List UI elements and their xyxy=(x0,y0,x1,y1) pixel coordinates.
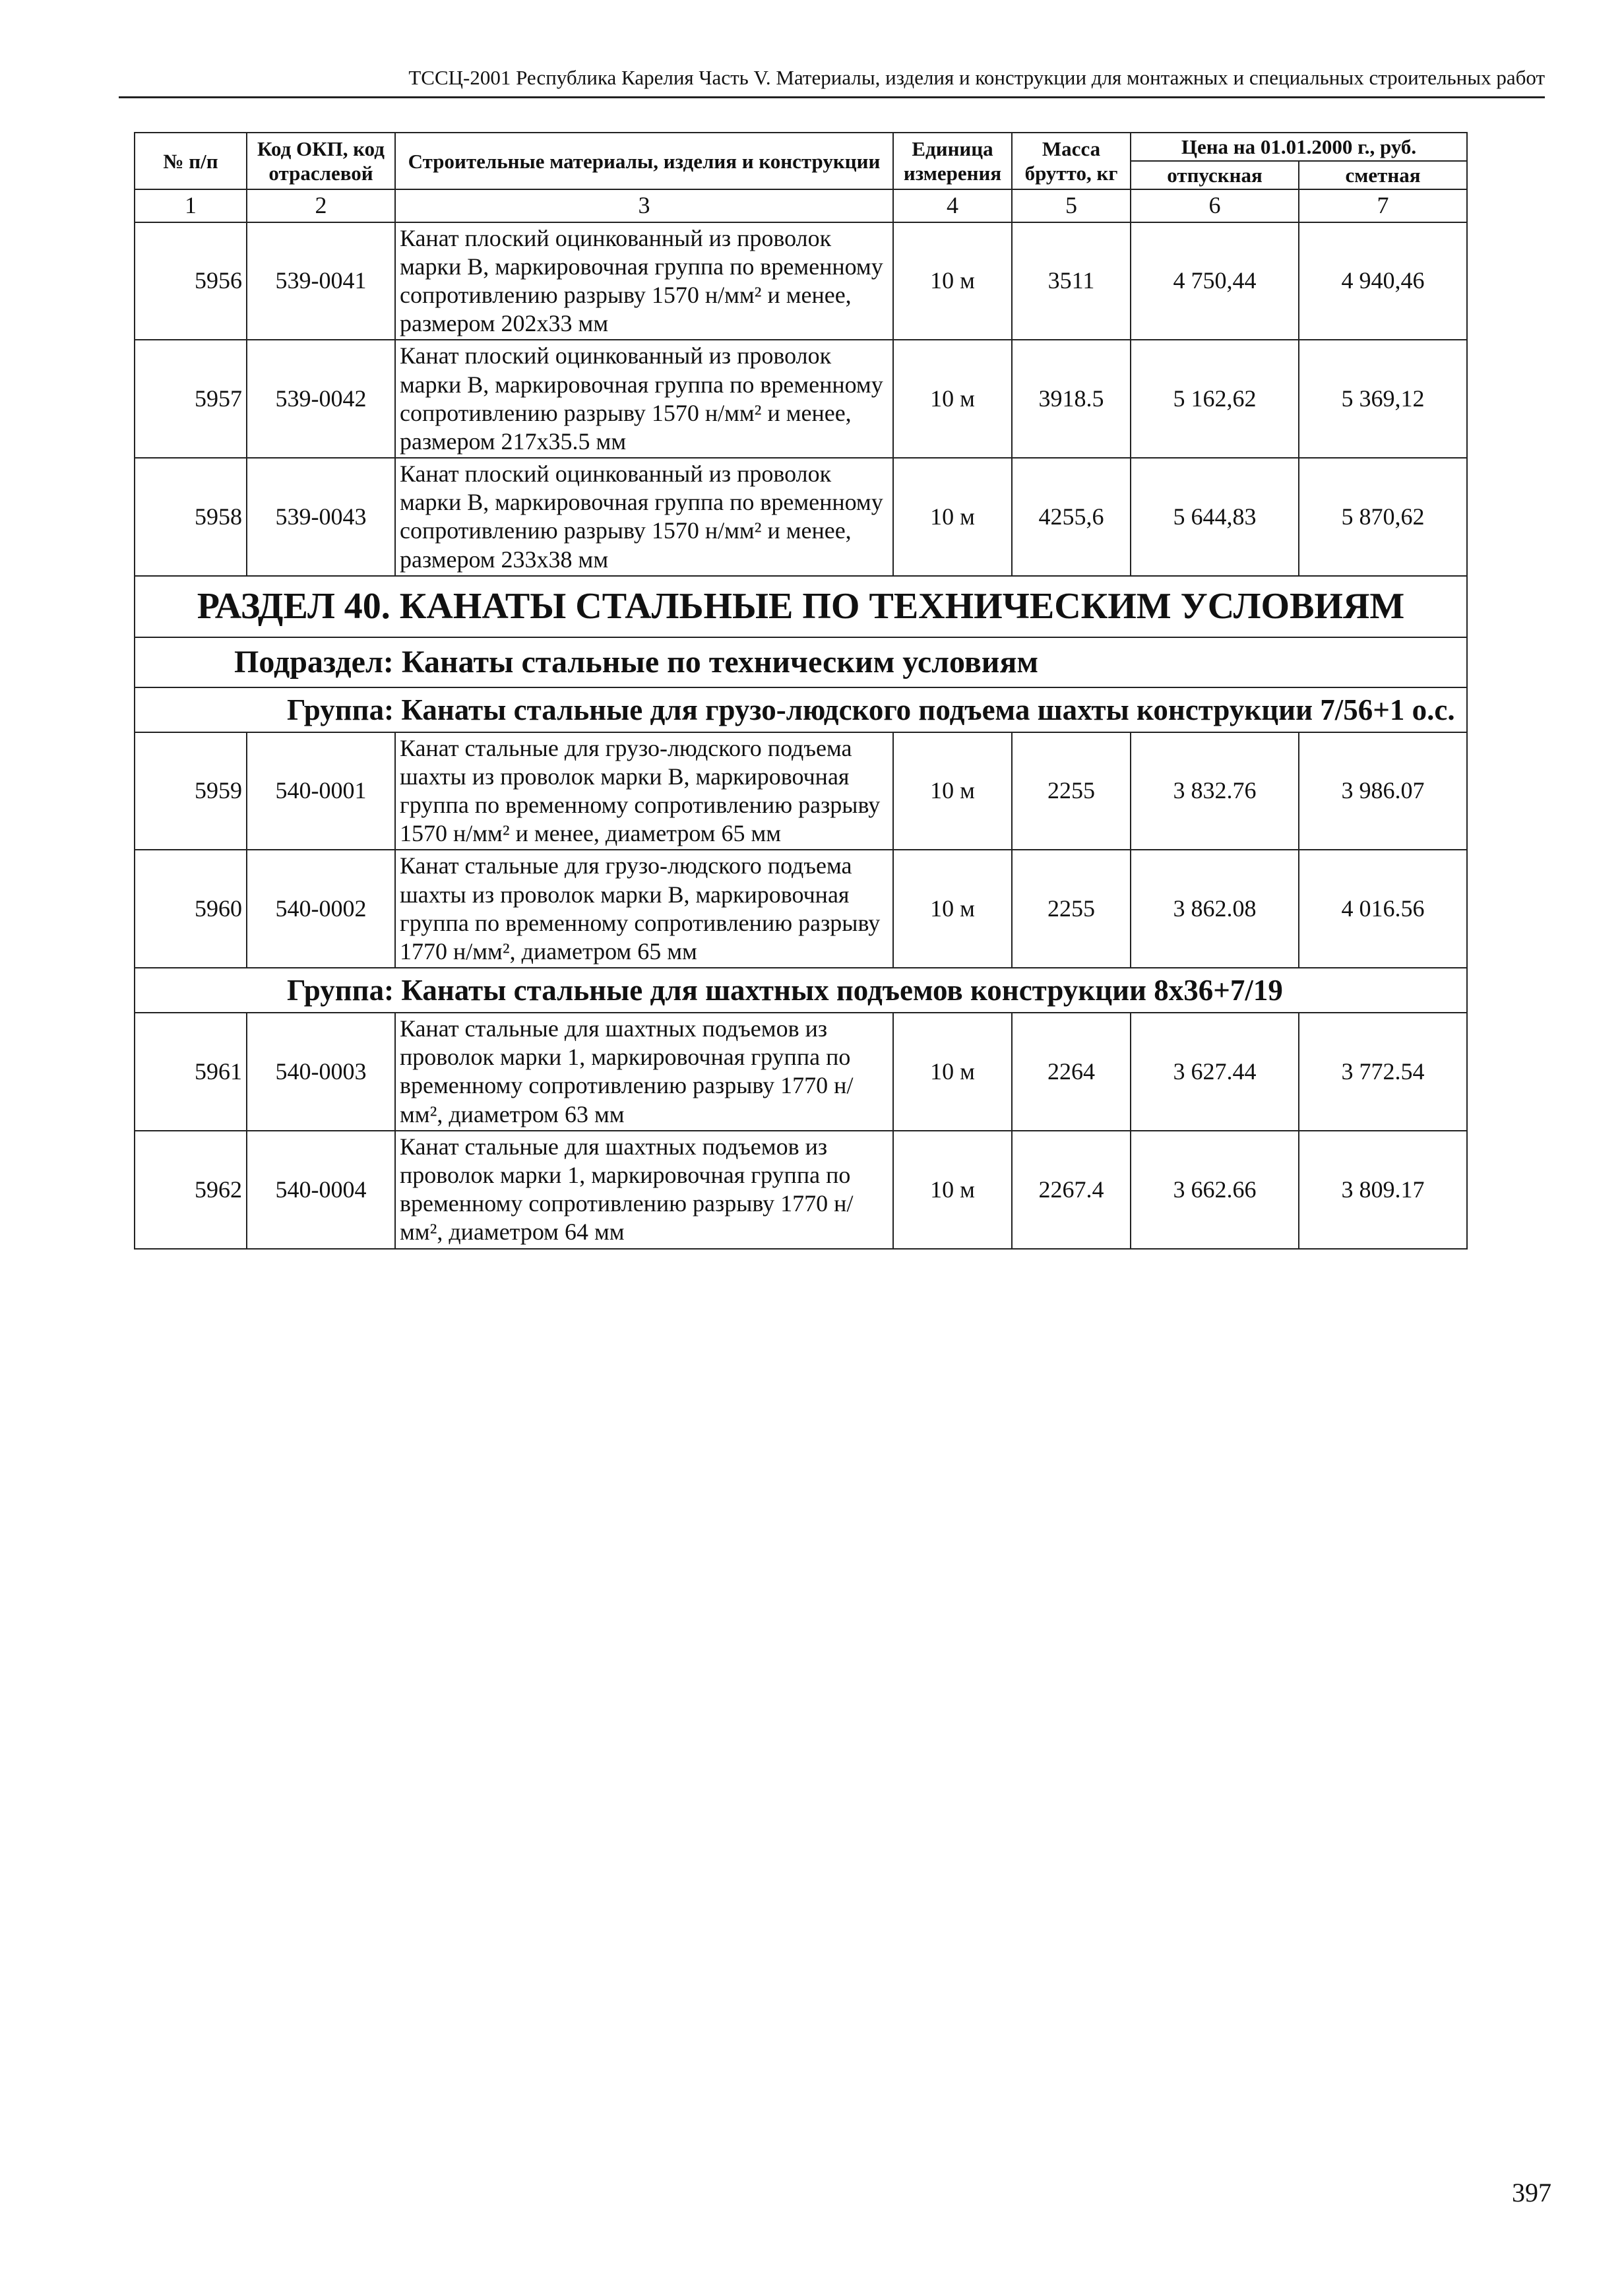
row-retail: 3 832.76 xyxy=(1131,732,1299,850)
table-row xyxy=(135,1131,1467,1249)
row-desc: Канат плоский оцинкованный из проволок марки В, маркировочная группа по временному сопротивлению разрыву 1570 н/мм² и менее, размером 233х38 мм xyxy=(395,458,893,576)
section-row xyxy=(135,576,1467,637)
row-unit: 10 м xyxy=(893,340,1012,458)
row-desc: Канат плоский оцинкованный из проволок марки В, маркировочная группа по временному сопротивлению разрыву 1570 н/мм² и менее, размером 217х35.5 мм xyxy=(395,340,893,458)
row-desc: Канат стальные для грузо-людского подъема шахты из проволок марки В, маркировочная группа по временному сопротивлению разрыву 1770 н/мм², диаметром 65 мм xyxy=(395,850,893,968)
row-num: 5959 xyxy=(135,732,247,850)
row-num: 5962 xyxy=(135,1131,247,1249)
price-table xyxy=(134,132,1468,1250)
group-row xyxy=(135,968,1467,1013)
row-mass: 2255 xyxy=(1012,732,1131,850)
row-num: 5961 xyxy=(135,1013,247,1131)
col-number: 1 xyxy=(135,189,247,222)
row-retail: 4 750,44 xyxy=(1131,222,1299,340)
header-mass: Масса брутто, кг xyxy=(1012,133,1131,189)
row-unit: 10 м xyxy=(893,850,1012,968)
row-unit: 10 м xyxy=(893,222,1012,340)
header-price: Цена на 01.01.2000 г., руб. xyxy=(1131,133,1467,161)
row-code: 540-0002 xyxy=(247,850,395,968)
row-estimate: 4 940,46 xyxy=(1299,222,1467,340)
row-desc: Канат стальные для шахтных подъемов из проволок марки 1, маркировочная группа по временному сопротивлению разрыву 1770 н/мм², диаметром 64 мм xyxy=(395,1131,893,1249)
row-unit: 10 м xyxy=(893,1013,1012,1131)
table-row xyxy=(135,458,1467,576)
col-number: 6 xyxy=(1131,189,1299,222)
row-desc: Канат плоский оцинкованный из проволок марки В, маркировочная группа по временному сопротивлению разрыву 1570 н/мм² и менее, размером 202х33 мм xyxy=(395,222,893,340)
column-numbers-row xyxy=(135,189,1467,222)
col-number: 3 xyxy=(395,189,893,222)
subsection-title: Подраздел: Канаты стальные по техническим условиям xyxy=(135,637,1467,687)
table-row xyxy=(135,222,1467,340)
group-title: Группа: Канаты стальные для грузо-людского подъема шахты конструкции 7/56+1 о.с. xyxy=(135,687,1467,732)
row-code: 539-0042 xyxy=(247,340,395,458)
row-unit: 10 м xyxy=(893,1131,1012,1249)
row-retail: 3 662.66 xyxy=(1131,1131,1299,1249)
row-retail: 5 644,83 xyxy=(1131,458,1299,576)
page-number: 397 xyxy=(1512,2178,1551,2207)
row-mass: 4255,6 xyxy=(1012,458,1131,576)
row-code: 540-0004 xyxy=(247,1131,395,1249)
row-retail: 3 627.44 xyxy=(1131,1013,1299,1131)
col-number: 2 xyxy=(247,189,395,222)
row-code: 539-0043 xyxy=(247,458,395,576)
row-desc: Канат стальные для грузо-людского подъема шахты из проволок марки В, маркировочная группа по временному сопротивлению разрыву 1570 н/мм² и менее, диаметром 65 мм xyxy=(395,732,893,850)
row-num: 5957 xyxy=(135,340,247,458)
row-estimate: 3 986.07 xyxy=(1299,732,1467,850)
row-mass: 2255 xyxy=(1012,850,1131,968)
row-desc: Канат стальные для шахтных подъемов из проволок марки 1, маркировочная группа по временному сопротивлению разрыву 1770 н/мм², диаметром 63 мм xyxy=(395,1013,893,1131)
table-row xyxy=(135,732,1467,850)
row-estimate: 4 016.56 xyxy=(1299,850,1467,968)
row-code: 540-0003 xyxy=(247,1013,395,1131)
row-retail: 5 162,62 xyxy=(1131,340,1299,458)
header-num: № п/п xyxy=(135,133,247,189)
row-num: 5958 xyxy=(135,458,247,576)
section-title: РАЗДЕЛ 40. КАНАТЫ СТАЛЬНЫЕ ПО ТЕХНИЧЕСКИМ УСЛОВИЯМ xyxy=(135,576,1467,637)
row-unit: 10 м xyxy=(893,458,1012,576)
col-number: 7 xyxy=(1299,189,1467,222)
header-unit: Единица измерения xyxy=(893,133,1012,189)
row-estimate: 3 809.17 xyxy=(1299,1131,1467,1249)
row-mass: 3918.5 xyxy=(1012,340,1131,458)
col-number: 5 xyxy=(1012,189,1131,222)
header-code: Код ОКП, код отраслевой xyxy=(247,133,395,189)
header-estimate: сметная xyxy=(1299,161,1467,189)
header-retail: отпускная xyxy=(1131,161,1299,189)
row-num: 5956 xyxy=(135,222,247,340)
table-row xyxy=(135,850,1467,968)
row-mass: 3511 xyxy=(1012,222,1131,340)
row-estimate: 5 369,12 xyxy=(1299,340,1467,458)
table-row xyxy=(135,1013,1467,1131)
row-code: 540-0001 xyxy=(247,732,395,850)
row-unit: 10 м xyxy=(893,732,1012,850)
col-number: 4 xyxy=(893,189,1012,222)
table-row xyxy=(135,340,1467,458)
row-retail: 3 862.08 xyxy=(1131,850,1299,968)
row-estimate: 5 870,62 xyxy=(1299,458,1467,576)
row-mass: 2267.4 xyxy=(1012,1131,1131,1249)
row-code: 539-0041 xyxy=(247,222,395,340)
group-row xyxy=(135,687,1467,732)
subsection-row xyxy=(135,637,1467,687)
group-title: Группа: Канаты стальные для шахтных подъемов конструкции 8х36+7/19 xyxy=(135,968,1467,1013)
header-name: Строительные материалы, изделия и конструкции xyxy=(395,133,893,189)
page-header: ТССЦ-2001 Республика Карелия Часть V. Материалы, изделия и конструкции для монтажных и специальных строительных работ xyxy=(119,66,1545,98)
row-num: 5960 xyxy=(135,850,247,968)
row-estimate: 3 772.54 xyxy=(1299,1013,1467,1131)
row-mass: 2264 xyxy=(1012,1013,1131,1131)
